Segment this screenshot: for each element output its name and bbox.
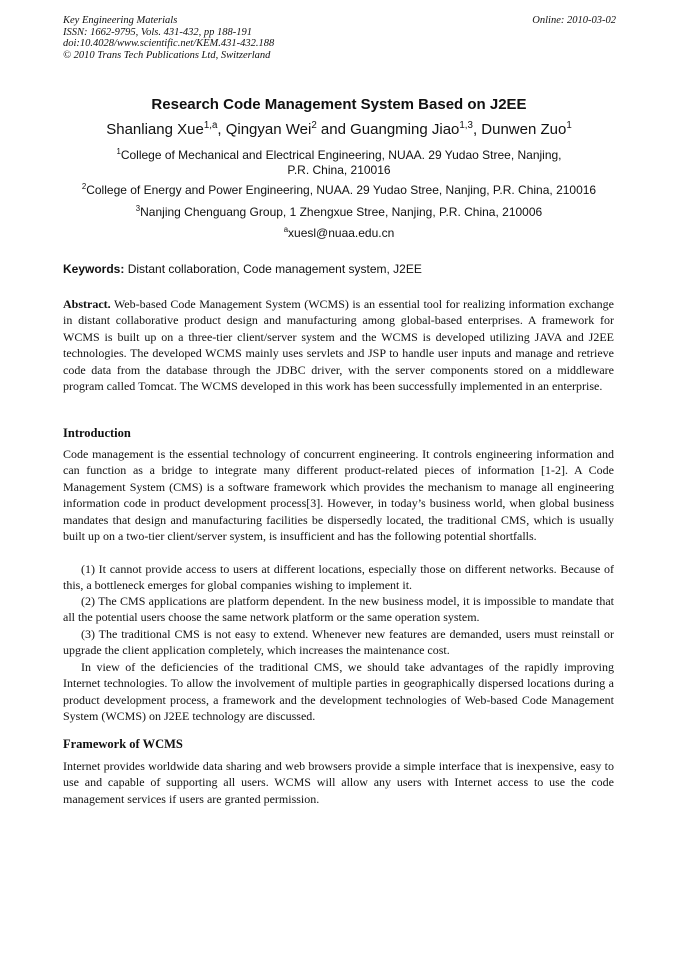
section-heading-framework: Framework of WCMS bbox=[63, 737, 183, 751]
intro-paragraph-1: Code management is the essential technology of concurrent engineering. It controls engineering information and can function as a bridge to integrate many different product-related pieces of information [1-2]. A Code Management System (CMS) is a software framework which provides the mechanism to manage all engineering information code in product development process[3]. However, in today’s business world, when global business mandates that design and manufacturing facilities be dispersedly located, the traditional CMS, which is usually built up on a two-tier client/server system, is insufficient and has the following potential shortfalls. bbox=[63, 447, 614, 544]
paper-title: Research Code Management System Based on J2EE bbox=[151, 96, 527, 113]
affiliation-mark: 2 bbox=[81, 182, 87, 191]
abstract-text: Web-based Code Management System (WCMS) is an essential tool for realizing information exchange in distant collaborative product design and manufacturing among global-based enterprises. A framework for WCMS is built up on a three-tier client/server system and the WCMS is developed utilizing JAVA and J2EE technologies. The developed WCMS mainly uses servlets and JSP to handle user inputs and manage and retrieve code data from the database through the JDBC driver, with the server components stored on a middleware program called Tomcat. The WCMS developed in this work has been successfully implemented in an enterprise. bbox=[63, 297, 614, 394]
author-affiliation-mark: 1,3 bbox=[459, 120, 473, 131]
affiliation-text-cont: P.R. China, 210016 bbox=[287, 163, 391, 177]
affiliation-text: Nanjing Chenguang Group, 1 Zhengxue Stree, Nanjing, P.R. China, 210006 bbox=[140, 205, 543, 219]
author-separator: , bbox=[217, 121, 226, 138]
affiliation-mark: 1 bbox=[116, 147, 121, 156]
author-separator: , bbox=[472, 121, 482, 138]
affiliation-3 bbox=[0, 205, 678, 220]
author-email bbox=[0, 226, 678, 241]
issn-line: ISSN: 1662-9795, Vols. 431-432, pp 188-191 bbox=[63, 26, 252, 38]
email-text: xuesl@nuaa.edu.cn bbox=[288, 226, 395, 240]
author-affiliation-mark: 1,a bbox=[203, 120, 218, 131]
framework-paragraph-1: Internet provides worldwide data sharing and web browsers provide a simple interface that is inexpensive, easy to use and capable of supporting all users. WCMS will allow any users with Internet access to use the code management services if users are granted permission. bbox=[63, 759, 614, 806]
abstract-label: Abstract. bbox=[63, 297, 111, 311]
author-separator: and bbox=[316, 121, 351, 138]
affiliation-2 bbox=[0, 183, 678, 198]
author-name: Guangming Jiao bbox=[350, 121, 460, 138]
author-affiliation-mark: 2 bbox=[311, 120, 317, 131]
keywords bbox=[63, 262, 422, 276]
author-list bbox=[0, 121, 678, 138]
affiliation-text: College of Mechanical and Electrical Engineering, NUAA. 29 Yudao Stree, Nanjing, bbox=[120, 148, 562, 162]
affiliation-text: College of Energy and Power Engineering, NUAA. 29 Yudao Stree, Nanjing, P.R. China, 210016 bbox=[86, 183, 597, 197]
author-name: Shanliang Xue bbox=[106, 121, 204, 138]
section-heading-introduction: Introduction bbox=[63, 426, 131, 440]
author-name: Qingyan Wei bbox=[225, 121, 312, 138]
doi-line: doi:10.4028/www.scientific.net/KEM.431-432.188 bbox=[63, 38, 275, 50]
journal-header bbox=[63, 15, 616, 61]
affiliation-mark: 3 bbox=[135, 204, 141, 213]
abstract bbox=[63, 296, 614, 394]
journal-name: Key Engineering Materials bbox=[63, 15, 178, 26]
author-affiliation-mark: 1 bbox=[566, 120, 572, 131]
copyright-line: © 2010 Trans Tech Publications Ltd, Switzerland bbox=[63, 49, 271, 61]
intro-paragraph-5: In view of the deficiencies of the traditional CMS, we should take advantages of the rapidly improving Internet technologies. To allow the involvement of multiple parties in geographically dispersed locations during a product development process, a framework and the development technologies of Web-based Code Management System (WCMS) on J2EE technology are discussed. bbox=[63, 660, 614, 724]
intro-paragraph-2: (1) It cannot provide access to users at different locations, especially those on different networks. Because of this, a bottleneck emerges for global companies wishing to implement it. bbox=[63, 562, 614, 593]
author-name: Dunwen Zuo bbox=[481, 121, 567, 138]
keywords-label: Keywords: bbox=[63, 262, 125, 276]
intro-paragraph-3: (2) The CMS applications are platform dependent. In the new business model, it is impossible to mandate that all the potential users choose the same network platform or the same operation system. bbox=[63, 594, 614, 625]
affiliation-mark: a bbox=[283, 225, 289, 234]
online-date: Online: 2010-03-02 bbox=[532, 15, 616, 26]
affiliation-1 bbox=[0, 148, 678, 178]
keywords-text: Distant collaboration, Code management system, J2EE bbox=[127, 262, 422, 276]
intro-paragraph-4: (3) The traditional CMS is not easy to extend. Whenever new features are demanded, users must reinstall or upgrade the client application completely, which increases the maintenance cost. bbox=[63, 627, 614, 658]
